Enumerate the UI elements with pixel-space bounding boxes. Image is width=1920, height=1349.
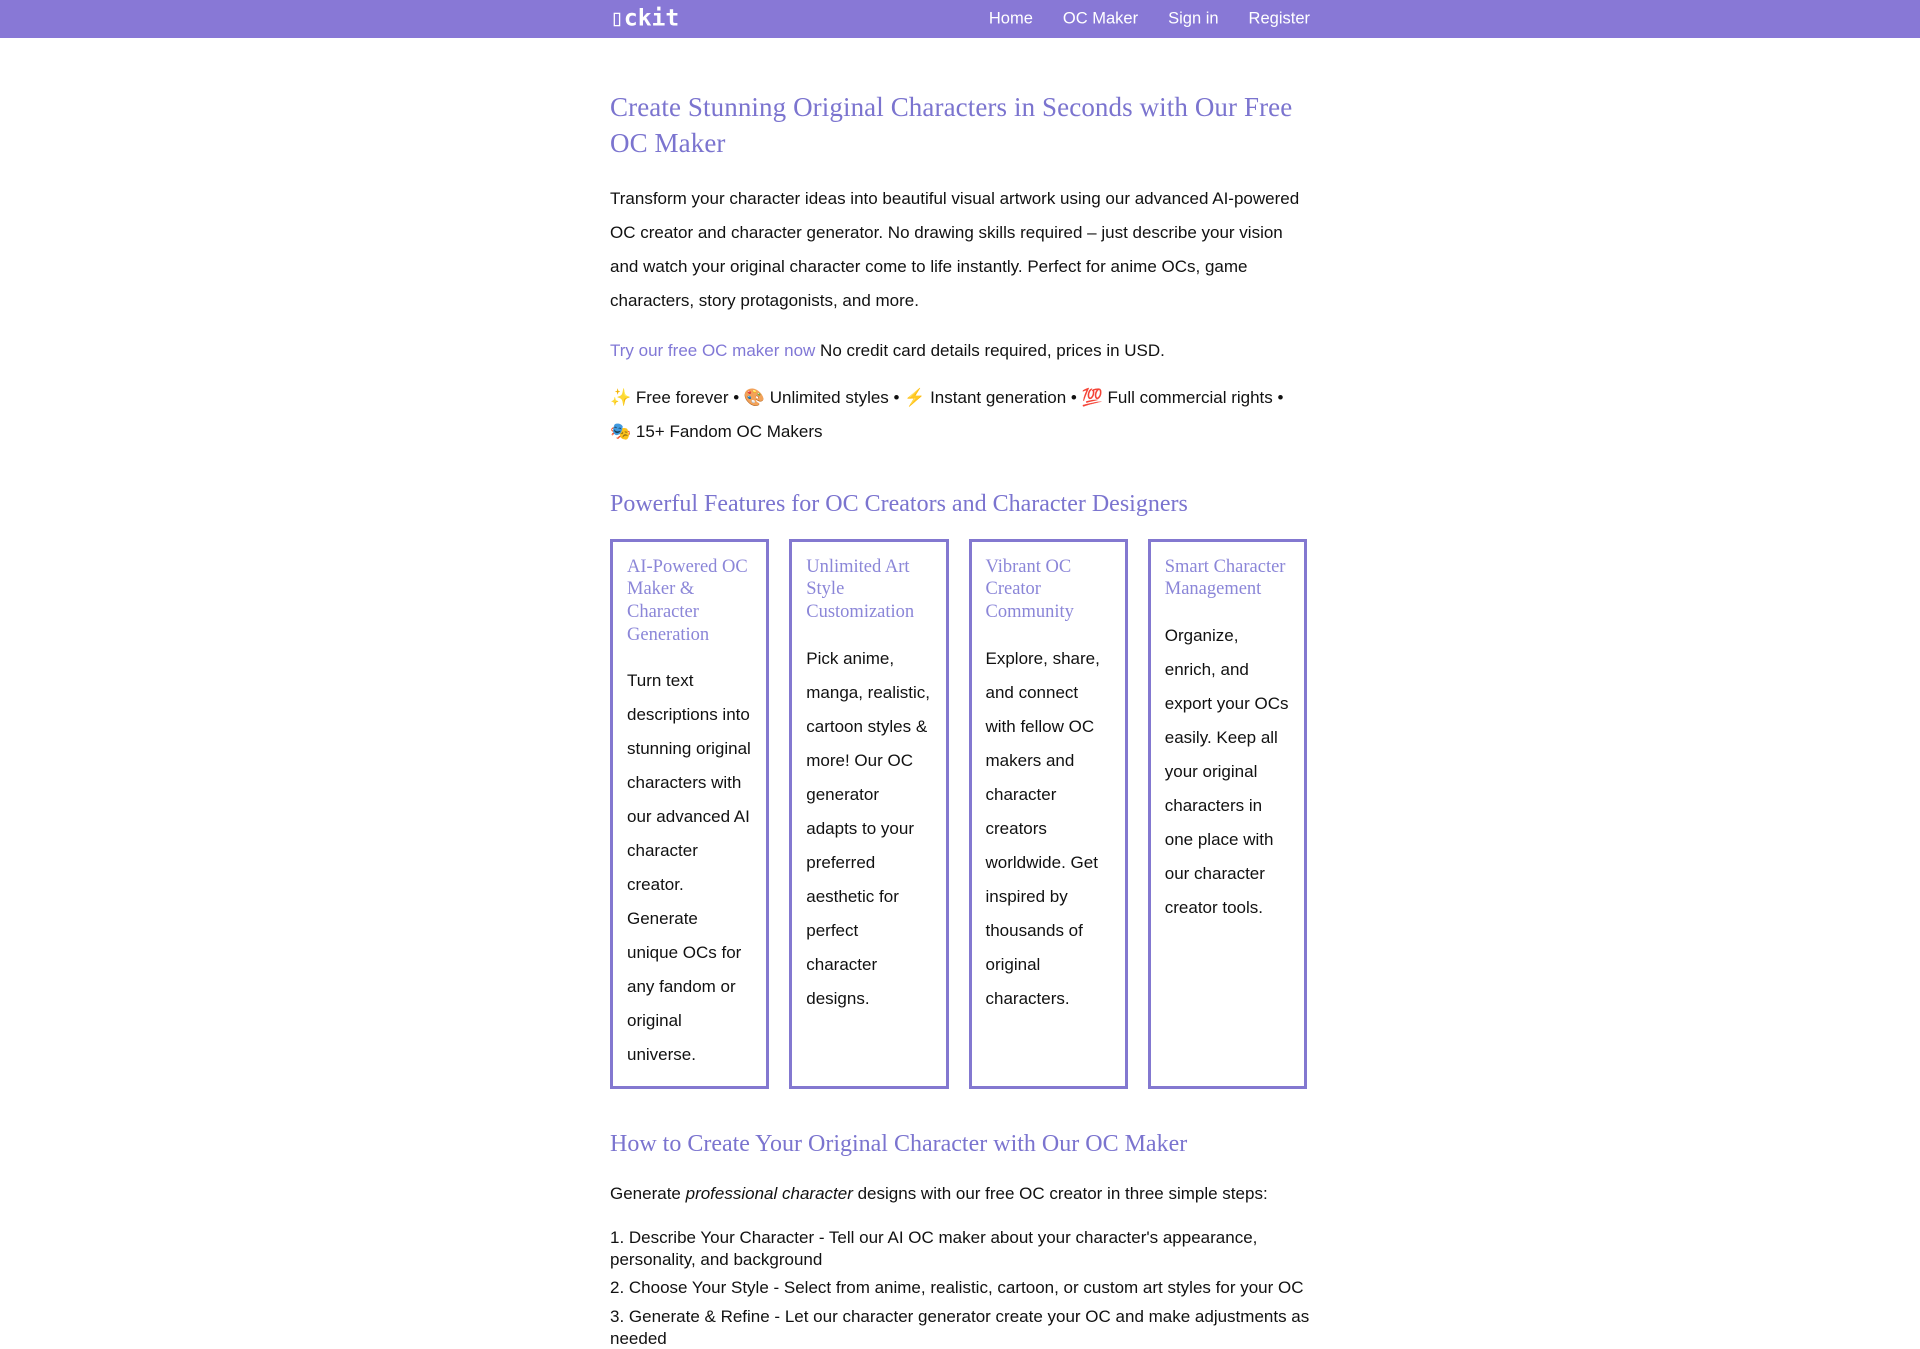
feature-bullets: ✨ Free forever • 🎨 Unlimited styles • ⚡ Instant generation • 💯 Full commercial rights • 🎭 15+ Fandom OC Makers: [610, 388, 1284, 441]
howto-step: 3. Generate & Refine - Let our character generator create your OC and make adjustments as needed: [610, 1306, 1310, 1348]
nav-link-register[interactable]: Register: [1248, 9, 1310, 28]
howto-lead-emphasis: professional character: [685, 1184, 853, 1204]
cta-line: [610, 337, 1307, 364]
nav-link-home[interactable]: Home: [988, 9, 1033, 28]
feature-card[interactable]: [789, 539, 948, 1089]
feature-card-title: Smart Character Management: [1164, 556, 1286, 600]
howto-lead: [610, 1180, 1307, 1209]
try-free-oc-maker-link[interactable]: Try our free OC maker now: [610, 341, 816, 361]
main-navigation: [989, 10, 1310, 29]
page-body: [0, 38, 1920, 1349]
feature-card-body: Organize, enrich, and export your OCs easily. Keep all your original characters in one place with our character creator tools.: [1164, 626, 1289, 918]
howto-step: 2. Choose Your Style - Select from anime, realistic, cartoon, or custom art styles for your OC: [610, 1278, 1304, 1298]
site-header: [0, 0, 1920, 38]
feature-card-body: Turn text descriptions into stunning original characters with our advanced AI character creator. Generate unique OCs for any fandom or original universe.: [627, 671, 751, 1065]
intro-paragraph: Transform your character ideas into beautiful visual artwork using our advanced AI-powered OC creator and character generator. No drawing skills required – just describe your vision and watch your original character come to life instantly. Perfect for anime OCs, game characters, story protagonists, and more.: [610, 189, 1300, 311]
feature-card-list: [610, 539, 1307, 1089]
feature-card-title: AI-Powered OC Maker & Character Generation: [627, 556, 748, 645]
nav-link-oc-maker[interactable]: OC Maker: [1062, 9, 1139, 28]
feature-card-title: Vibrant OC Creator Community: [985, 556, 1074, 623]
howto-lead-after: designs with our free OC creator in three simple steps:: [852, 1184, 1268, 1204]
feature-card[interactable]: [969, 539, 1128, 1089]
feature-card-title: Unlimited Art Style Customization: [806, 556, 915, 623]
nav-link-sign-in[interactable]: Sign in: [1168, 9, 1219, 28]
howto-lead-before: Generate: [610, 1184, 686, 1204]
content-column: [610, 90, 1310, 1349]
features-heading: Powerful Features for OC Creators and Character Designers: [610, 490, 1188, 517]
site-logo[interactable]: ▯ckit: [610, 5, 680, 32]
page-title: Create Stunning Original Characters in Seconds with Our Free OC Maker: [610, 92, 1293, 158]
feature-card[interactable]: [1148, 539, 1307, 1089]
feature-card[interactable]: [610, 539, 769, 1089]
feature-card-body: Pick anime, manga, realistic, cartoon styles & more! Our OC generator adapts to your preferred aesthetic for perfect character designs.: [806, 648, 931, 1008]
feature-card-body: Explore, share, and connect with fellow OC makers and character creators worldwide. Get inspired by thousands of original characters.: [985, 648, 1100, 1008]
cta-disclaimer: No credit card details required, prices in USD.: [815, 341, 1165, 361]
howto-heading: How to Create Your Original Character with Our OC Maker: [610, 1131, 1188, 1158]
howto-steps: [610, 1227, 1310, 1349]
howto-step: 1. Describe Your Character - Tell our AI OC maker about your character's appearance, personality, and background: [610, 1228, 1258, 1269]
